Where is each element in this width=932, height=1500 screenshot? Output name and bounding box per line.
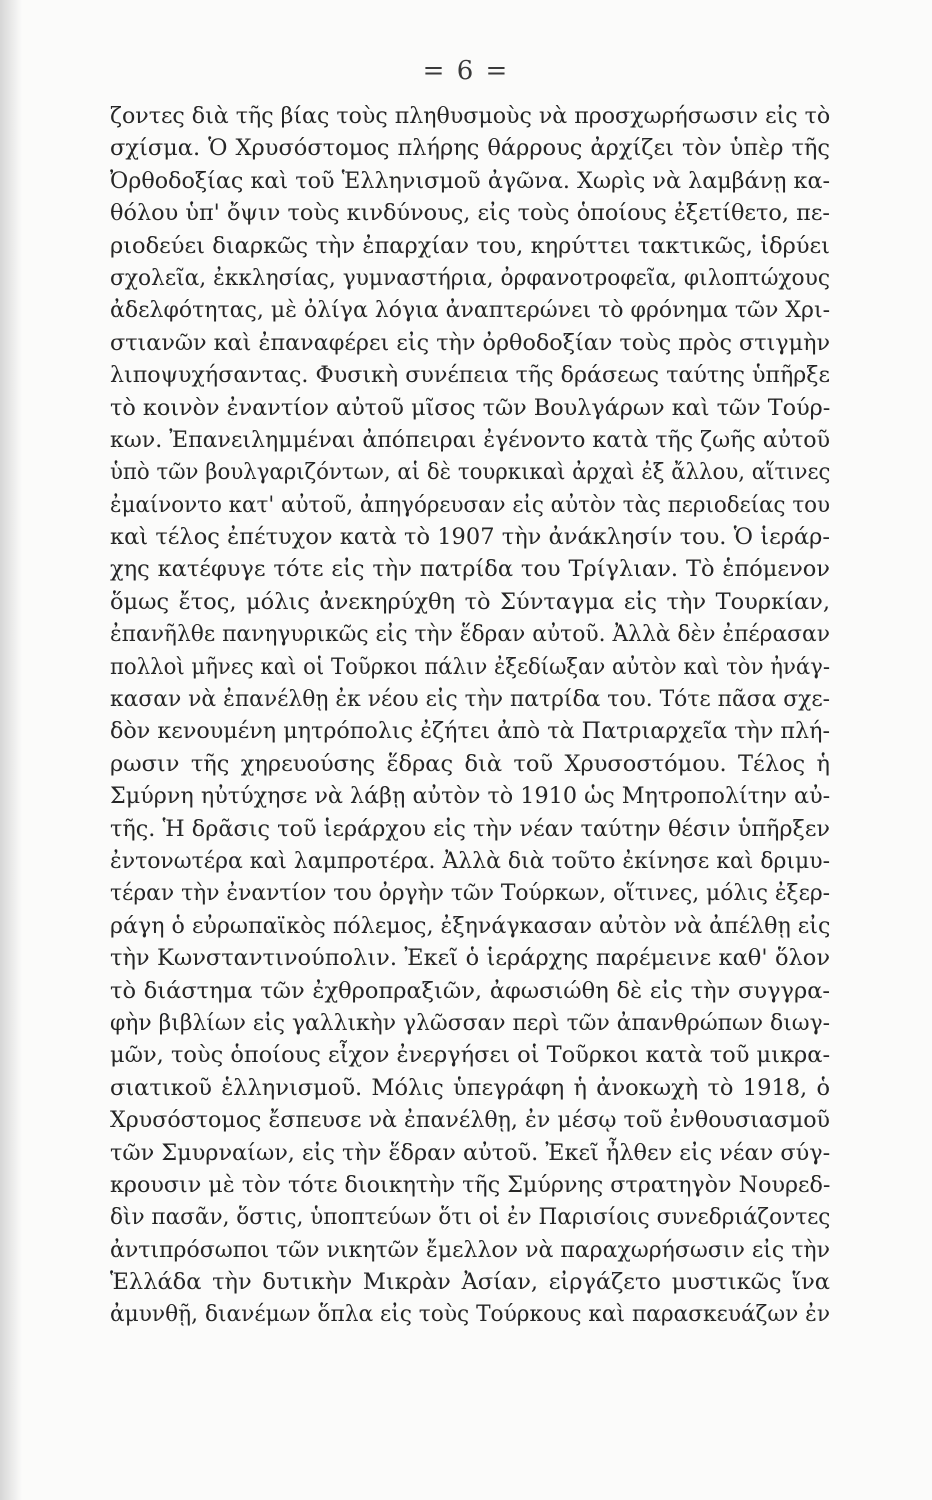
text-line: θόλου ὑπ' ὄψιν τοὺς κινδύνους, εἰς τοὺς ὁποίους ἐξετίθετο, πε-	[110, 200, 830, 227]
text-line: ἐντονωτέρα καὶ λαμπροτέρα. Ἀλλὰ διὰ τοῦτο ἐκίνησε καὶ δριμυ-	[110, 847, 830, 874]
text-line: στιανῶν καὶ ἐπαναφέρει εἰς τὴν ὀρθοδοξίαν τοὺς πρὸς στιγμὴν	[110, 329, 830, 356]
text-line: καὶ τέλος ἐπέτυχον κατὰ τὸ 1907 τὴν ἀνάκλησίν του. Ὁ ἱεράρ-	[110, 524, 830, 551]
page-number: = 6 =	[422, 56, 510, 86]
text-line: Ὀρθοδοξίας καὶ τοῦ Ἑλληνισμοῦ ἀγῶνα. Χωρὶς νὰ λαμβάνῃ κα-	[110, 167, 830, 194]
text-line: χης κατέφυγε τότε εἰς τὴν πατρίδα του Τρίγλιαν. Τὸ ἑπόμενον	[110, 556, 830, 583]
text-line: ἀμυνθῇ, διανέμων ὅπλα εἰς τοὺς Τούρκους καὶ παρασκευάζων ἐν	[110, 1301, 831, 1328]
text-line: πολλοὶ μῆνες καὶ οἱ Τοῦρκοι πάλιν ἐξεδίωξαν αὐτὸν καὶ τὸν ἠνάγ-	[110, 653, 830, 680]
text-line: ὅμως ἔτος, μόλις ἀνεκηρύχθη τὸ Σύνταγμα εἰς τὴν Τουρκίαν,	[110, 588, 830, 615]
text-line: Ἑλλάδα τὴν δυτικὴν Μικρὰν Ἀσίαν, εἰργάζετο μυστικῶς ἵνα	[110, 1269, 830, 1296]
text-line: δὸν κενουμένη μητρόπολις ἐζήτει ἀπὸ τὰ Πατριαρχεῖα τὴν πλή-	[110, 718, 831, 745]
text-line: ὑπὸ τῶν βουλγαριζόντων, αἱ δὲ τουρκικαὶ ἀρχαὶ ἐξ ἄλλου, αἵτινες	[110, 459, 831, 486]
text-line: ράγη ὁ εὐρωπαϊκὸς πόλεμος, ἐξηνάγκασαν αὐτὸν νὰ ἀπέλθῃ εἰς	[110, 912, 831, 939]
text-line: ἐπανῆλθε πανηγυρικῶς εἰς τὴν ἕδραν αὐτοῦ. Ἀλλὰ δὲν ἐπέρασαν	[110, 621, 830, 648]
page-edge-shadow	[0, 0, 22, 1500]
text-line: κασαν νὰ ἐπανέλθῃ ἐκ νέου εἰς τὴν πατρίδα του. Τότε πᾶσα σχε-	[110, 686, 830, 713]
text-line: ἀδελφότητας, μὲ ὀλίγα λόγια ἀναπτερώνει τὸ φρόνημα τῶν Χρι-	[110, 297, 831, 324]
text-line: φὴν βιβλίων εἰς γαλλικὴν γλῶσσαν περὶ τῶν ἀπανθρώπων διωγ-	[110, 1009, 830, 1036]
text-line: ριοδεύει διαρκῶς τὴν ἐπαρχίαν του, κηρύττει τακτικῶς, ἱδρύει	[110, 232, 830, 259]
text-line: μῶν, τοὺς ὁποίους εἶχον ἐνεργήσει οἱ Τοῦρκοι κατὰ τοῦ μικρα-	[110, 1042, 831, 1069]
text-line: ρωσιν τῆς χηρευούσης ἕδρας διὰ τοῦ Χρυσοστόμου. Τέλος ἡ	[110, 750, 830, 777]
text-line: σχίσμα. Ὁ Χρυσόστομος πλήρης θάρρους ἀρχίζει τὸν ὑπὲρ τῆς	[110, 135, 830, 162]
text-line: τῶν Σμυρναίων, εἰς τὴν ἕδραν αὐτοῦ. Ἐκεῖ ἦλθεν εἰς νέαν σύγ-	[110, 1139, 831, 1166]
text-line: κρουσιν μὲ τὸν τότε διοικητὴν τῆς Σμύρνης στρατηγὸν Νουρεδ-	[110, 1171, 831, 1198]
text-line: τέραν τὴν ἐναντίον του ὀργὴν τῶν Τούρκων, οἵτινες, μόλις ἐξερ-	[110, 880, 831, 907]
text-line: σιατικοῦ ἑλληνισμοῦ. Μόλις ὑπεγράφη ἡ ἀνοκωχὴ τὸ 1918, ὁ	[110, 1074, 830, 1101]
text-line: τὴν Κωνσταντινούπολιν. Ἐκεῖ ὁ ἱεράρχης παρέμεινε καθ' ὅλον	[110, 945, 830, 972]
text-line: κων. Ἐπανειλημμέναι ἀπόπειραι ἐγένοντο κατὰ τῆς ζωῆς αὐτοῦ	[110, 426, 830, 453]
text-line: Σμύρνη ηὐτύχησε νὰ λάβῃ αὐτὸν τὸ 1910 ὡς Μητροπολίτην αὐ-	[110, 783, 831, 810]
text-line: ἐμαίνοντο κατ' αὐτοῦ, ἀπηγόρευσαν εἰς αὐτὸν τὰς περιοδείας του	[110, 491, 831, 518]
text-line: λιποψυχήσαντας. Φυσικὴ συνέπεια τῆς δράσεως ταύτης ὑπῆρξε	[110, 362, 830, 389]
text-line: τῆς. Ἡ δρᾶσις τοῦ ἱεράρχου εἰς τὴν νέαν ταύτην θέσιν ὑπῆρξεν	[110, 815, 830, 842]
text-line: ἀντιπρόσωποι τῶν νικητῶν ἔμελλον νὰ παραχωρήσωσιν εἰς τὴν	[110, 1236, 830, 1263]
text-line: δὶν πασᾶν, ὅστις, ὑποπτεύων ὅτι οἱ ἐν Παρισίοις συνεδριάζοντες	[110, 1204, 831, 1231]
text-line: ζοντες διὰ τῆς βίας τοὺς πληθυσμοὺς νὰ προσχωρήσωσιν εἰς τὸ	[110, 103, 831, 129]
body-text	[110, 100, 830, 1331]
text-line: τὸ διάστημα τῶν ἐχθροπραξιῶν, ἀφωσιώθη δὲ εἰς τὴν συγγρα-	[110, 977, 830, 1004]
text-line: Χρυσόστομος ἔσπευσε νὰ ἐπανέλθῃ, ἐν μέσῳ τοῦ ἐνθουσιασμοῦ	[110, 1107, 830, 1134]
text-line: τὸ κοινὸν ἐναντίον αὐτοῦ μῖσος τῶν Βουλγάρων καὶ τῶν Τούρ-	[110, 394, 831, 421]
text-line: σχολεῖα, ἐκκλησίας, γυμναστήρια, ὀρφανοτροφεῖα, φιλοπτώχους	[110, 264, 830, 291]
